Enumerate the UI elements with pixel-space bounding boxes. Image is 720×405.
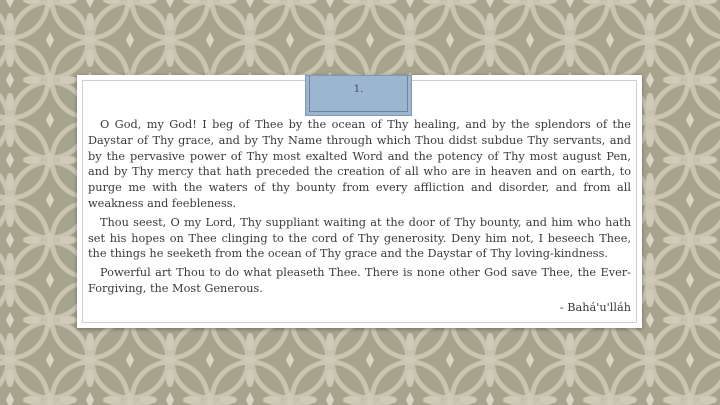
prayer-text	[88, 117, 631, 319]
paragraph-1: O God, my God! I beg of Thee by the ocean of Thy healing, and by the splendors of the Daystar of Thy grace, and by Thy Name through which Thou didst subdue Thy servants, and by the pervasive power of Thy most exalted Word and the potency of Thy most august Pen, and by Thy mercy that hath preceded the creation of all who are in heaven and on earth, to purge me with the waters of thy bounty from every affliction and disorder, and from all weakness and feebleness.	[88, 118, 631, 210]
attribution: - Bahá'u'lláh	[559, 300, 631, 314]
paragraph-2: Thou seest, O my Lord, Thy suppliant waiting at the door of Thy bounty, and him who hath set his hopes on Thee clinging to the cord of Thy generosity. Deny him not, I beseech Thee, the things he seeketh from the ocean of Thy grace and the Daystar of Thy loving-kindness.	[88, 215, 631, 261]
slide-number-tab	[305, 75, 412, 116]
paragraph-3: Powerful art Thou to do what pleaseth Thee. There is none other God save Thee, the Ever-Forgiving, the Most Generous.	[88, 266, 631, 295]
slide-number: 1.	[309, 76, 408, 112]
